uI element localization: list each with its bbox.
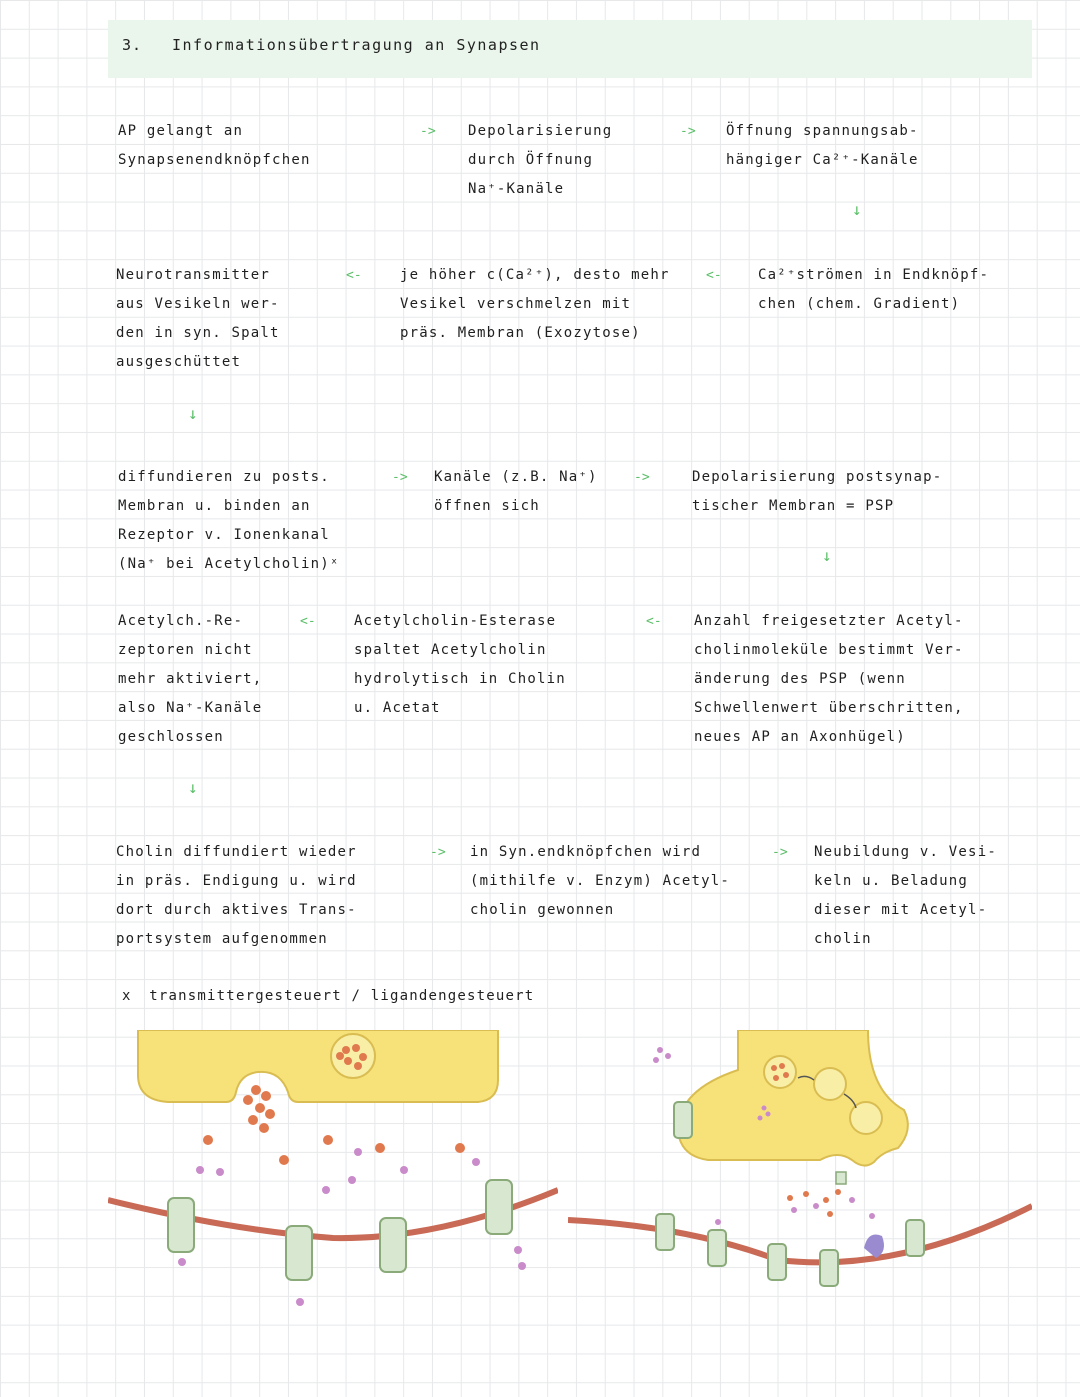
arrow-right: -> xyxy=(772,845,788,860)
ach-molecules xyxy=(787,1189,841,1217)
arrow-left: <- xyxy=(706,268,722,283)
step-ach-amount: Anzahl freigesetzter Acetyl- cholinmoleküle bestimmt Ver- änderung des PSP (wenn Schwellenwert überschritten, neues AP an Axonhügel) xyxy=(694,613,964,745)
arrow-right: -> xyxy=(392,470,408,485)
postsynaptic-membrane xyxy=(568,1206,1032,1262)
arrow-right: -> xyxy=(680,124,696,139)
step-receptors-inactive: Acetylch.-Re- zeptoren nicht mehr aktiviert, also Na⁺-Kanäle geschlossen xyxy=(118,613,263,745)
step-transmitter-release: Neurotransmitter aus Vesikeln wer- den in syn. Spalt ausgeschüttet xyxy=(116,267,280,370)
step-exocytosis: je höher c(Ca²⁺), desto mehr Vesikel verschmelzen mit präs. Membran (Exozytose) xyxy=(400,267,670,341)
synapse-recycling-illustration xyxy=(568,1030,1032,1330)
step-ap-arrives: AP gelangt an Synapsenendknöpfchen xyxy=(118,123,311,168)
arrow-left: <- xyxy=(300,614,316,629)
presynaptic-terminal xyxy=(678,1030,908,1166)
vesicle xyxy=(764,1056,796,1088)
arrow-right: -> xyxy=(430,845,446,860)
receptor-channels xyxy=(168,1180,512,1280)
section-number: 3. xyxy=(122,36,143,54)
empty-vesicle xyxy=(850,1102,882,1134)
arrow-left: <- xyxy=(646,614,662,629)
arrow-down: ↓ xyxy=(852,200,862,219)
choline-transporter xyxy=(836,1172,846,1184)
section-header xyxy=(108,20,1032,78)
arrow-right: -> xyxy=(420,124,436,139)
synapse-release-illustration xyxy=(108,1030,558,1330)
step-vesicle-refill: Neubildung v. Vesi- keln u. Beladung dieser mit Acetyl- cholin xyxy=(814,844,997,947)
arrow-left: <- xyxy=(346,268,362,283)
footnote-text: transmittergesteuert / ligandengesteuert xyxy=(149,988,535,1004)
step-depolarization: Depolarisierung durch Öffnung Na⁺-Kanäle xyxy=(468,123,613,197)
step-diffusion-binding: diffundieren zu posts. Membran u. binden an Rezeptor v. Ionenkanal (Na⁺ bei Acetylcholin)ˣ xyxy=(118,469,340,572)
step-channels-open: Kanäle (z.B. Na⁺) öffnen sich xyxy=(434,469,598,514)
step-esterase: Acetylcholin-Esterase spaltet Acetylcholin hydrolytisch in Cholin u. Acetat xyxy=(354,613,566,716)
empty-vesicle xyxy=(814,1068,846,1100)
footnote xyxy=(122,982,534,1011)
step-ca-influx: Ca²⁺strömen in Endknöpf- chen (chem. Gradient) xyxy=(758,267,990,312)
arrow-right: -> xyxy=(634,470,650,485)
step-ach-synthesis: in Syn.endknöpfchen wird (mithilfe v. Enzym) Acetyl- cholin gewonnen xyxy=(470,844,730,918)
step-psp: Depolarisierung postsynap- tischer Membran = PSP xyxy=(692,469,943,514)
section-title: Informationsübertragung an Synapsen xyxy=(172,36,541,54)
presynaptic-terminal xyxy=(138,1030,498,1102)
arrow-down: ↓ xyxy=(822,546,832,565)
arrow-down: ↓ xyxy=(188,404,198,423)
footnote-mark: x xyxy=(122,988,132,1004)
step-choline-uptake: Cholin diffundiert wieder in präs. Endigung u. wird dort durch aktives Trans- portsystem aufgenommen xyxy=(116,844,357,947)
arrow-down: ↓ xyxy=(188,778,198,797)
step-ca-channels-open: Öffnung spannungsab- hängiger Ca²⁺-Kanäle xyxy=(726,123,919,168)
